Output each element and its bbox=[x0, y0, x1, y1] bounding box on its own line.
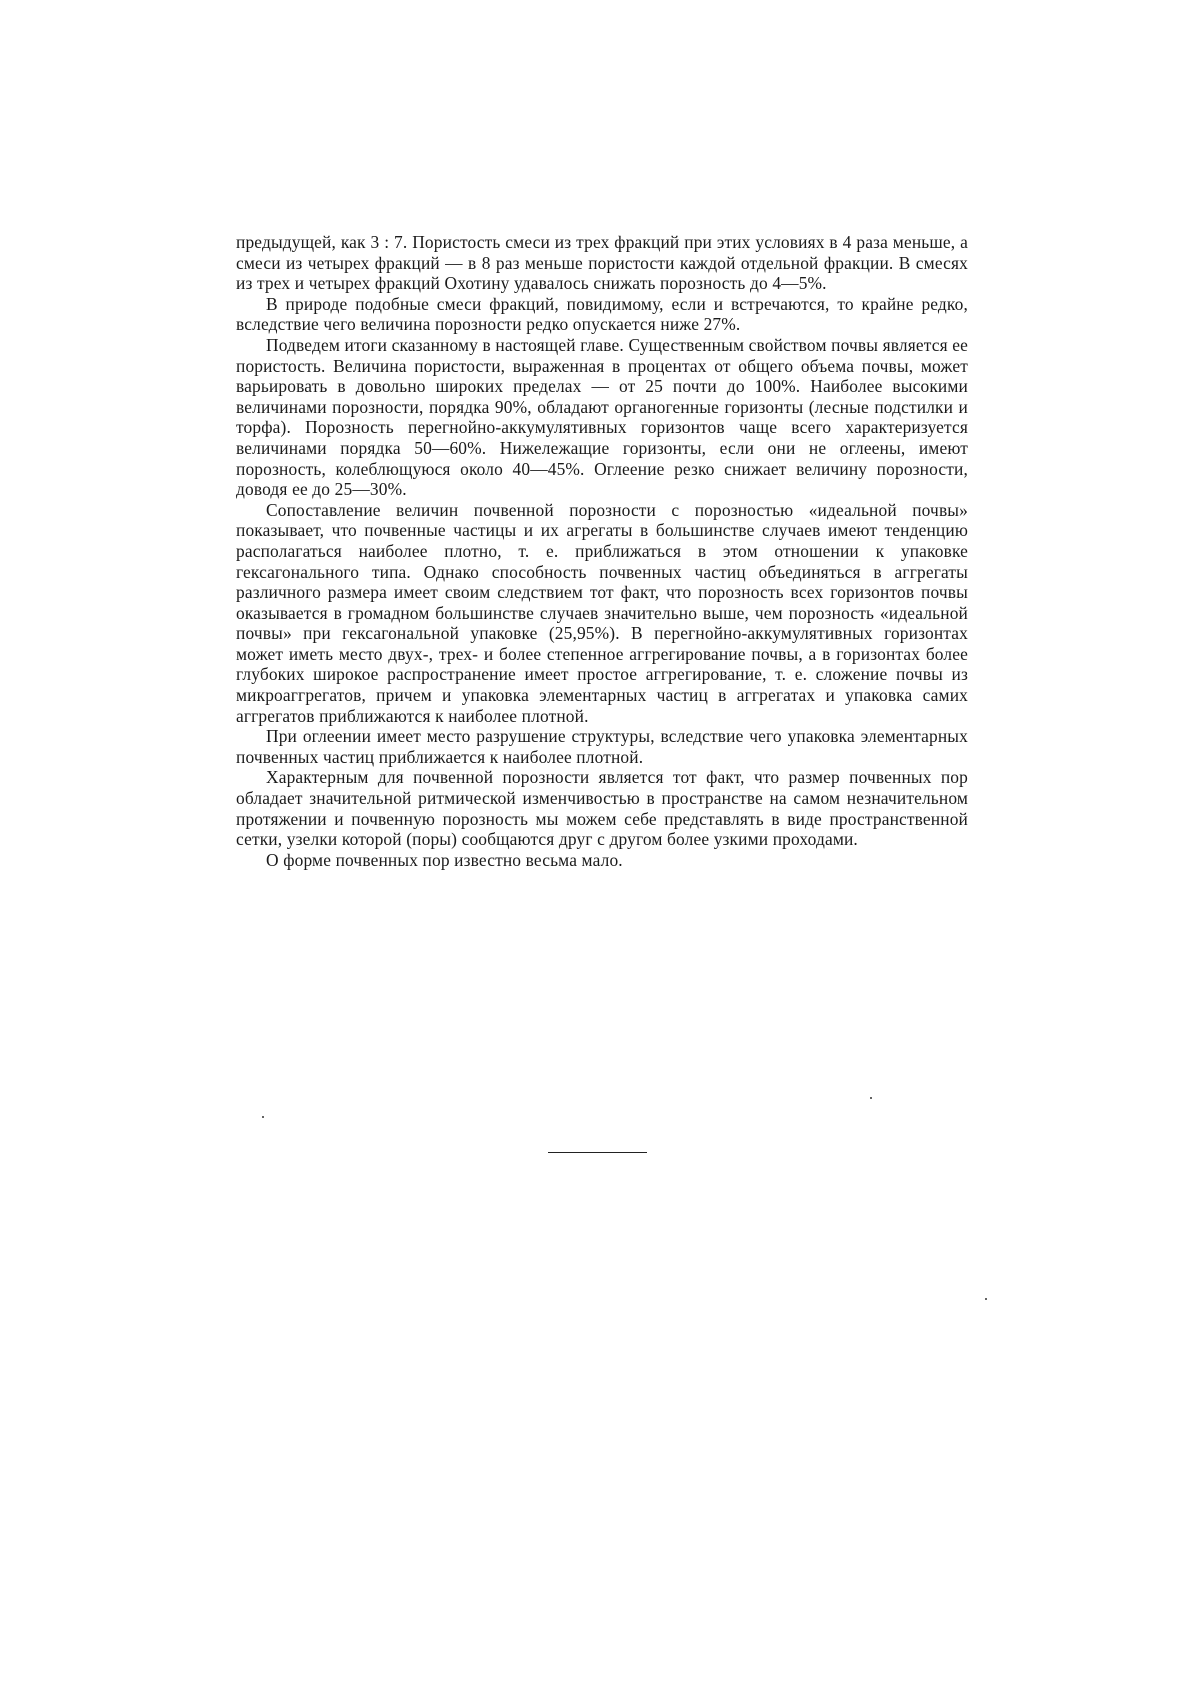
paragraph-3: Подведем итоги сказанному в настоящей главе. Существенным свойством почвы является ее пористость. Величина пористости, выраженная в процентах от общего объема почвы, может варьировать в довольно широких пределах — от 25 почти до 100%. Наиболее высокими величинами порозности, порядка 90%, обладают органогенные горизонты (лесные подстилки и торфа). Порозность перегнойно-аккумулятивных горизонтов чаще всего характеризуется величинами порядка 50—60%. Нижележащие горизонты, если они не оглеены, имеют порозность, колеблющуюся около 40—45%. Оглеение резко снижает величину порозности, доводя ее до 25—30%. bbox=[236, 334, 968, 500]
paragraph-1: предыдущей, как 3 : 7. Пористость смеси из трех фракций при этих условиях в 4 раза меньше, а смеси из четырех фракций — в 8 раз меньше пористости каждой отдельной фракции. В смесях из трех и четырех фракций Охотину удавалось снижать порозность до 4—5%. bbox=[236, 232, 968, 294]
scan-speck bbox=[870, 1097, 872, 1099]
body-text bbox=[236, 232, 968, 870]
paragraph-5: При оглеении имеет место разрушение структуры, вследствие чего упаковка элементарных почвенных частиц приближается к наиболее плотной. bbox=[236, 726, 968, 767]
paragraph-7: О форме почвенных пор известно весьма мало. bbox=[266, 849, 623, 870]
paragraph-2: В природе подобные смеси фракций, повидимому, если и встречаются, то крайне редко, вследствие чего величина порозности редко опускается ниже 27%. bbox=[236, 293, 968, 335]
paragraph-6: Характерным для почвенной порозности является тот факт, что размер почвенных пор обладает значительной ритмической изменчивостью в пространстве на самом незначительном протяжении и почвенную порозность мы можем себе представлять в виде пространственной сетки, узелки которой (поры) сообщаются друг с другом более узкими проходами. bbox=[236, 767, 968, 850]
chapter-end-rule bbox=[548, 1152, 647, 1153]
paragraph-4: Сопоставление величин почвенной порозности с порозностью «идеальной почвы» показывает, что почвенные частицы и их агрегаты в большинстве случаев имеют тенденцию располагаться наиболее плотно, т. е. приближаться в этом отношении к упаковке гексагонального типа. Однако способность почвенных частиц объединяться в аггрегаты различного размера имеет своим следствием тот факт, что порозность всех горизонтов почвы оказывается в громадном большинстве случаев значительно выше, чем порозность «идеальной почвы» при гексагональной упаковке (25,95%). В перегнойно-аккумулятивных горизонтах может иметь место двух-, трех- и более степенное аггрегирование почвы, а в горизонтах более глубоких широкое распространение имеет простое аггрегирование, т. е. сложение почвы из микроаггрегатов, причем и упаковка элементарных частиц в аггрегатах и упаковка самих аггрегатов приближаются к наиболее плотной. bbox=[236, 499, 968, 726]
scan-speck bbox=[262, 1116, 264, 1118]
scan-speck bbox=[985, 1298, 987, 1300]
